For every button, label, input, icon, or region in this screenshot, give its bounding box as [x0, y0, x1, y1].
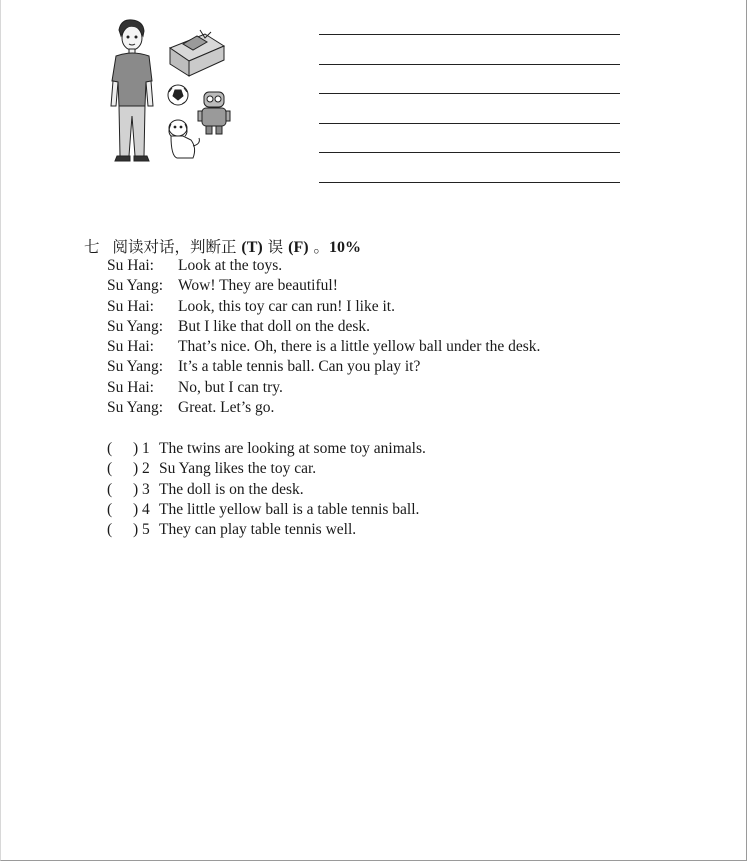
question-item: [107, 439, 426, 459]
answer-blank[interactable]: (: [107, 500, 113, 518]
section-score: 10%: [329, 239, 362, 256]
question-number: ) 2: [133, 460, 150, 478]
answer-blank[interactable]: (: [107, 460, 113, 478]
question-number: ) 5: [133, 521, 150, 539]
utterance: That’s nice. Oh, there is a little yellow ball under the desk.: [178, 338, 541, 356]
answer-blank[interactable]: (: [107, 480, 113, 498]
utterance: But I like that doll on the desk.: [178, 317, 371, 335]
toy-box: [170, 30, 224, 76]
dialogue-line: [107, 357, 540, 377]
toy-robot: [198, 92, 230, 134]
end-mark: 。: [313, 238, 330, 256]
speaker: Su Hai:: [107, 338, 154, 356]
toy-dog: [169, 120, 199, 158]
question-text: The twins are looking at some toy animals.: [159, 440, 426, 457]
section-instruction: 阅读对话，判断正: [112, 238, 237, 256]
speaker: Su Hai:: [107, 257, 154, 274]
answer-line: [319, 152, 620, 153]
question-text: The doll is on the desk.: [159, 480, 304, 498]
question-number: ) 1: [133, 440, 150, 457]
dialogue-line: [107, 256, 540, 276]
speaker: Su Yang:: [107, 317, 163, 335]
answer-line: [319, 182, 620, 183]
utterance: Wow! They are beautiful!: [178, 277, 338, 295]
speaker: Su Yang:: [107, 399, 163, 417]
answer-line: [319, 34, 620, 35]
question-text: The little yellow ball is a table tennis ball.: [159, 500, 420, 518]
dialogue-line: [107, 337, 540, 357]
question-item: [107, 459, 426, 479]
false-mark: (F): [288, 239, 309, 256]
speaker: Su Yang:: [107, 277, 163, 295]
question-text: Su Yang likes the toy car.: [159, 460, 317, 478]
question-item: [107, 480, 426, 500]
utterance: No, but I can try.: [178, 378, 283, 396]
question-number: ) 4: [133, 500, 150, 518]
speaker: Su Hai:: [107, 378, 154, 396]
soccer-ball: [168, 85, 188, 105]
questions: [107, 439, 426, 540]
dialogue-line: [107, 276, 540, 296]
section-number: 七: [84, 238, 100, 256]
question-item: [107, 500, 426, 520]
question-number: ) 3: [133, 480, 150, 498]
section-title: [84, 235, 361, 257]
boy-with-toys-illustration: [105, 16, 235, 166]
answer-line: [319, 64, 620, 65]
dialogue: [107, 256, 540, 418]
wrong-word: 误: [267, 238, 284, 256]
answer-line: [319, 93, 620, 94]
dialogue-line: [107, 398, 540, 418]
utterance: Great. Let’s go.: [178, 399, 275, 417]
utterance: It’s a table tennis ball. Can you play it?: [178, 358, 421, 376]
answer-lines: [319, 20, 620, 211]
dialogue-line: [107, 317, 540, 337]
dialogue-line: [107, 297, 540, 317]
question-item: [107, 520, 426, 540]
question-text: They can play table tennis well.: [159, 521, 357, 539]
answer-line: [319, 123, 620, 124]
answer-blank[interactable]: (: [107, 440, 113, 457]
true-mark: (T): [241, 239, 263, 256]
speaker: Su Yang:: [107, 358, 163, 376]
boy-figure: [111, 20, 153, 161]
dialogue-line: [107, 378, 540, 398]
speaker: Su Hai:: [107, 297, 154, 315]
utterance: Look at the toys.: [178, 257, 283, 274]
answer-blank[interactable]: (: [107, 521, 113, 539]
utterance: Look, this toy car can run! I like it.: [178, 297, 395, 315]
